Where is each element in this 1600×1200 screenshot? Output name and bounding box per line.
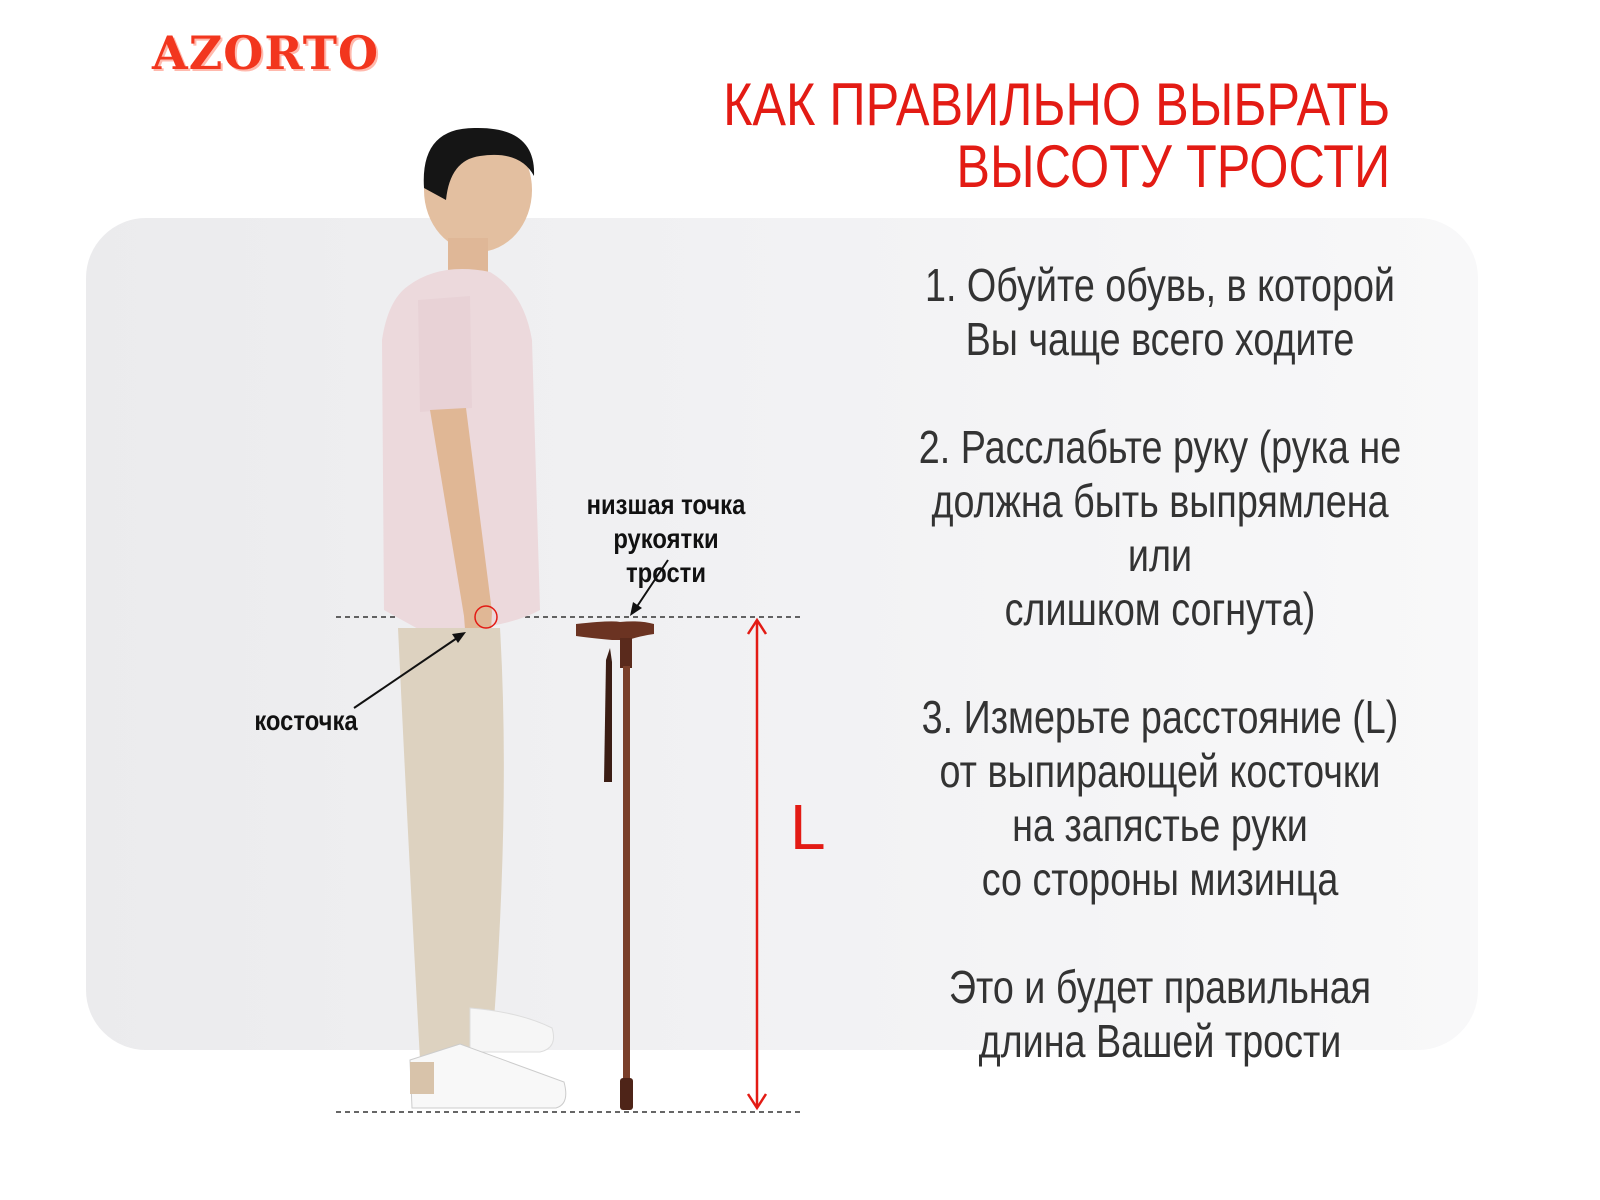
length-label: L <box>790 791 826 863</box>
instructions <box>840 258 1480 1068</box>
conclusion: Это и будет правильная длина Вашей трости <box>948 961 1372 1067</box>
person-figure <box>382 128 566 1108</box>
brand-logo: AZORTO <box>152 26 380 80</box>
step-1: 1. Обуйте обувь, в которой Вы чаще всего ходите <box>924 259 1396 365</box>
handle-point-label: низшая точка рукоятки трости <box>586 489 746 588</box>
length-arrow <box>748 620 766 1108</box>
title-line-1: КАК ПРАВИЛЬНО ВЫБРАТЬ <box>722 71 1390 138</box>
step-3: 3. Измерьте расстояние (L) от выпирающей косточки на запястье руки со стороны мизинца <box>921 691 1399 905</box>
title-line-2: ВЫСОТУ ТРОСТИ <box>956 133 1390 200</box>
step-2: 2. Расслабьте руку (рука не должна быть выпрямлена или слишком согнута) <box>918 421 1402 635</box>
walking-cane <box>576 621 654 1110</box>
wrist-bone-label: косточка <box>254 705 358 736</box>
